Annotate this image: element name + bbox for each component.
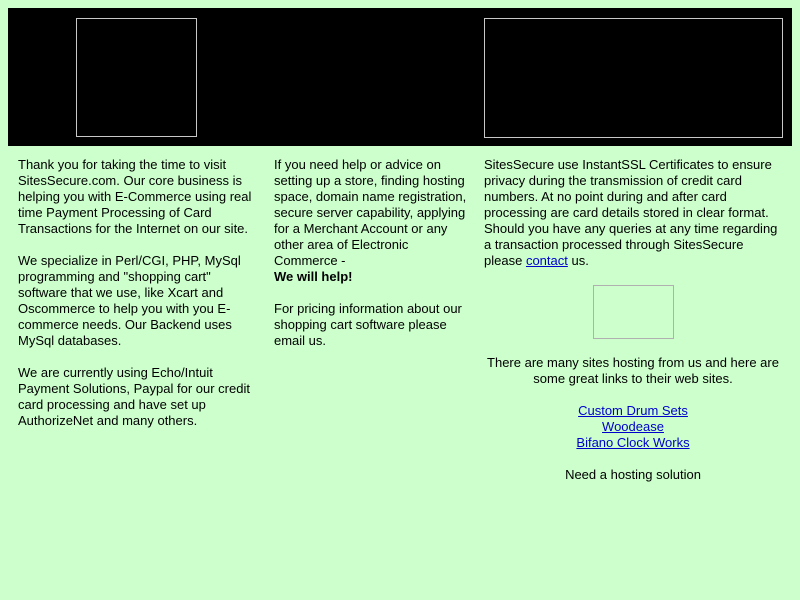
help-column [274,157,468,365]
link-woodease[interactable]: Woodease [602,419,664,434]
ssl-badge-image [593,285,674,339]
help-paragraph [274,157,468,285]
contact-link[interactable]: contact [525,253,568,268]
ssl-text-end: us. [567,253,589,268]
pricing-paragraph: For pricing information about our shopping cart software please email us. [274,301,462,348]
payment-paragraph: We are currently using Echo/Intuit Payment Solutions, Paypal for our credit card processing and have set up AuthorizeNet and many others. [18,365,250,428]
help-text: If you need help or advice on setting up a store, finding hosting space, domain name registration, secure server capability, applying for a Merchant Account or any other area of Electronic Commerce - [274,157,467,268]
help-emphasis: We will help! [274,269,353,284]
hosting-cta: Need a hosting solution [565,467,701,482]
ssl-text: SitesSecure use InstantSSL Certificates to ensure privacy during the transmission of credit card numbers. At no point during and after card processing are card details stored in clear format. Should you have any queries at any time regarding a transaction processed through SitesSecure please [484,157,778,268]
hosted-intro: There are many sites hosting from us and here are some great links to their web sites. [487,355,779,386]
specialty-paragraph: We specialize in Perl/CGI, PHP, MySql programming and "shopping cart" software that we use, like Xcart and Oscommerce to help you with you E-commerce needs. Our Backend uses MySql databases. [18,253,241,348]
link-custom-drum-sets[interactable]: Custom Drum Sets [578,403,688,418]
intro-paragraph: Thank you for taking the time to visit SitesSecure.com. Our core business is helping you with E-Commerce using real time Payment Processing of Card Transactions for the Internet on our site. [18,157,252,236]
security-column [484,157,782,499]
link-bifano-clock-works[interactable]: Bifano Clock Works [576,435,690,450]
banner-image [484,18,783,138]
header-banner [8,8,792,146]
ssl-paragraph [484,157,782,269]
hosted-links [484,403,782,451]
intro-column [18,157,256,445]
logo-image [76,18,197,137]
